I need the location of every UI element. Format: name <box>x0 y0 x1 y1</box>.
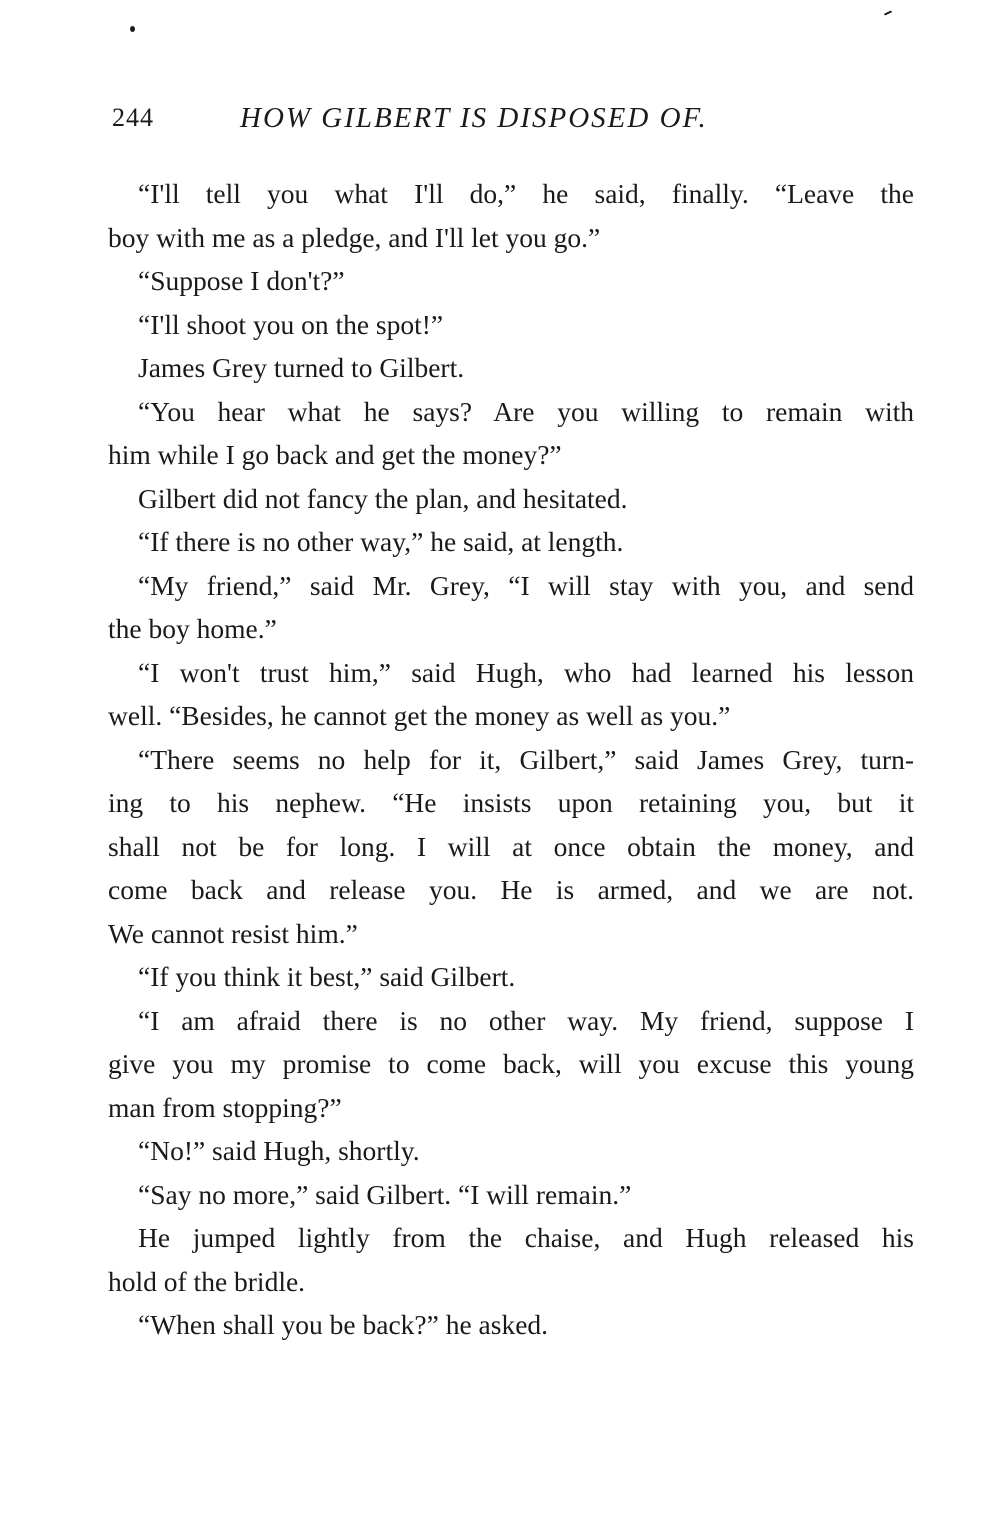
text-line: give you my promise to come back, will you excuse this young <box>108 1048 914 1079</box>
body-text <box>108 172 914 1347</box>
text-line: “I'll shoot you on the spot!” <box>138 308 444 340</box>
text-line: “Suppose I don't?” <box>138 265 345 296</box>
text-line: “There seems no help for it, Gilbert,” said James Grey, turn- <box>138 743 914 775</box>
text-line: “No!” said Hugh, shortly. <box>138 1135 420 1166</box>
text-line: ing to his nephew. “He insists upon retaining you, but it <box>108 787 914 818</box>
text-line: We cannot resist him.” <box>108 917 358 949</box>
page-number: 244 <box>112 103 154 132</box>
text-line: man from stopping?” <box>108 1091 342 1123</box>
text-line: “I won't trust him,” said Hugh, who had learned his lesson <box>138 656 914 688</box>
ink-speck <box>130 26 135 32</box>
text-line: boy with me as a pledge, and I'll let you go.” <box>108 221 601 253</box>
text-line: well. “Besides, he cannot get the money as well as you.” <box>108 700 731 731</box>
text-line: “Say no more,” said Gilbert. “I will remain.” <box>138 1178 632 1210</box>
text-line: “If there is no other way,” he said, at length. <box>138 526 624 557</box>
text-line: him while I go back and get the money?” <box>108 439 562 470</box>
text-line: hold of the bridle. <box>108 1265 306 1297</box>
text-line: the boy home.” <box>108 613 277 644</box>
text-line: Gilbert did not fancy the plan, and hesitated. <box>138 482 628 514</box>
page-header <box>112 98 912 138</box>
text-line: come back and release you. He is armed, and we are not. <box>108 874 914 905</box>
text-line: He jumped lightly from the chaise, and Hugh released his <box>138 1222 914 1253</box>
text-line: “My friend,” said Mr. Grey, “I will stay with you, and send <box>138 569 914 601</box>
text-line: “You hear what he says? Are you willing to remain with <box>138 395 914 427</box>
text-line: James Grey turned to Gilbert. <box>138 352 465 383</box>
running-head: HOW GILBERT IS DISPOSED OF. <box>240 102 708 134</box>
text-line: “I'll tell you what I'll do,” he said, finally. “Leave the <box>138 178 914 209</box>
ink-mark <box>884 10 892 15</box>
text-line: “When shall you be back?” he asked. <box>138 1309 549 1340</box>
text-line: shall not be for long. I will at once obtain the money, and <box>108 830 914 862</box>
text-line: “If you think it best,” said Gilbert. <box>138 961 516 992</box>
text-line: “I am afraid there is no other way. My friend, suppose I <box>138 1004 914 1036</box>
